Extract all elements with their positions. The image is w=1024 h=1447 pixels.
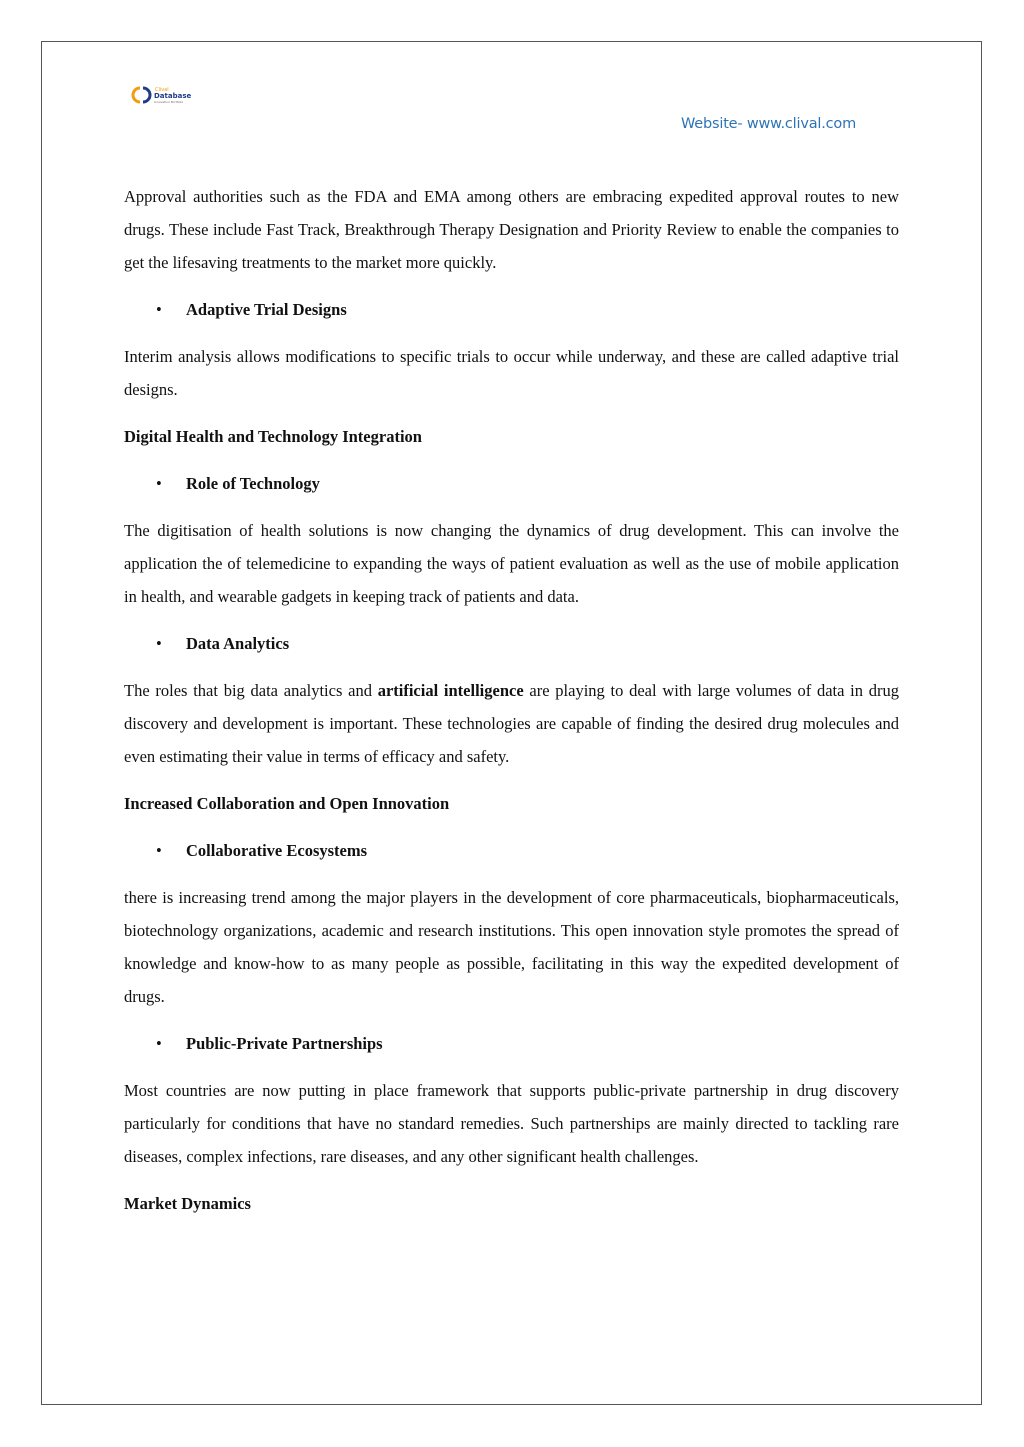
bullet-adaptive-trial bbox=[124, 293, 899, 326]
bullet-dot: • bbox=[156, 474, 162, 493]
bullet-label: Collaborative Ecosystems bbox=[186, 841, 368, 860]
paragraph-digitisation: The digitisation of health solutions is now changing the dynamics of drug development. This can involve the application the of telemedicine to expanding the ways of patient evaluation as well as the use of mobile application in health, and wearable gadgets in keeping track of patients and data. bbox=[124, 521, 899, 606]
logo-text-top: Clival bbox=[155, 87, 169, 93]
heading-market-dynamics: Market Dynamics bbox=[124, 1194, 251, 1213]
bullet-dot: • bbox=[156, 300, 162, 319]
bullet-data-analytics bbox=[124, 627, 899, 660]
bullet-dot: • bbox=[156, 841, 162, 860]
bullet-collaborative-ecosystems bbox=[124, 834, 899, 867]
paragraph-partnerships: Most countries are now putting in place framework that supports public-private partnership in drug discovery particularly for conditions that have no standard remedies. Such partnerships are mainly directed to tackling rare diseases, complex infections, rare diseases, and any other significant health challenges. bbox=[124, 1081, 899, 1166]
bullet-label: Role of Technology bbox=[186, 474, 320, 493]
heading-digital-health: Digital Health and Technology Integration bbox=[124, 427, 422, 446]
bullet-label: Data Analytics bbox=[186, 634, 290, 653]
paragraph-collaboration: there is increasing trend among the major players in the development of core pharmaceuticals, biopharmaceuticals, biotechnology organizations, academic and research institutions. This open innovation style promotes the spread of knowledge and know-how to as many people as possible, facilitating in this way the expedited development of drugs. bbox=[124, 888, 899, 1006]
text-run: are playing to deal with large volumes of data in drug discovery and development is important. These technologies are capable of finding the desired drug molecules and even estimating their value in terms of efficacy and safety. bbox=[124, 681, 899, 766]
paragraph-data-analytics bbox=[124, 674, 899, 773]
bullet-public-private bbox=[124, 1027, 899, 1060]
bold-term: artificial intelligence bbox=[377, 681, 524, 700]
text-run: The roles that big data analytics and bbox=[124, 681, 378, 700]
logo-text-sub: Innovation Portfolio bbox=[154, 100, 184, 104]
clival-logo bbox=[130, 84, 194, 106]
bullet-role-of-technology bbox=[124, 467, 899, 500]
bullet-label: Adaptive Trial Designs bbox=[186, 300, 347, 319]
paragraph-approval: Approval authorities such as the FDA and EMA among others are embracing expedited approval routes to new drugs. These include Fast Track, Breakthrough Therapy Designation and Priority Review to enable the companies to get the lifesaving treatments to the market more quickly. bbox=[124, 187, 899, 272]
website-link[interactable]: Website- www.clival.com bbox=[681, 116, 857, 132]
document-body bbox=[124, 180, 899, 1220]
bullet-label: Public-Private Partnerships bbox=[186, 1034, 383, 1053]
bullet-dot: • bbox=[156, 1034, 162, 1053]
paragraph-adaptive: Interim analysis allows modifications to specific trials to occur while underway, and these are called adaptive trial designs. bbox=[124, 347, 899, 399]
heading-collaboration: Increased Collaboration and Open Innovation bbox=[124, 794, 450, 813]
logo-text-main: Database bbox=[154, 92, 192, 100]
clival-logo-mark bbox=[130, 84, 194, 106]
bullet-dot: • bbox=[156, 634, 162, 653]
